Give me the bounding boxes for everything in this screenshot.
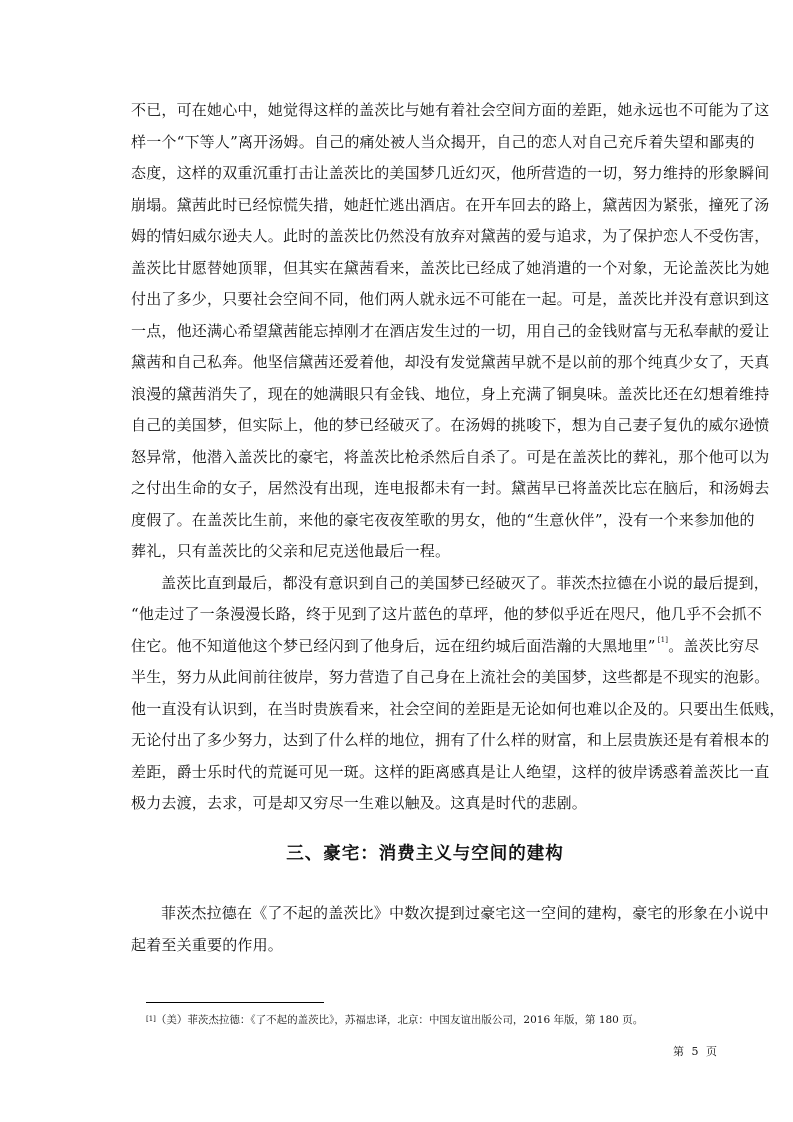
paragraph-1-line: 样一个“下等人”离开汤姆。自己的痛处被人当众揭开，自己的恋人对自己充斥着失望和鄙夷的 [131, 132, 755, 151]
footnote-divider [146, 1002, 324, 1003]
quoted-text: 住它。他不知道他这个梦已经闪到了他身后，远在纽约城后面浩瀚的大黑地里” [131, 636, 656, 655]
paragraph-1-line: 不已，可在她心中，她觉得这样的盖茨比与她有着社会空间方面的差距，她永远也不可能为了这 [131, 101, 770, 119]
body-text-section-3 [131, 898, 770, 961]
paragraph-3-line: 起着至关重要的作用。 [131, 935, 284, 954]
paragraph-2-line: 极力去渡，去求，可是却又穷尽一生难以触及。这真是时代的悲剧。 [131, 794, 588, 812]
paragraph-1-line: 姆的情妇威尔逊夫人。此时的盖茨比仍然没有放弃对黛茜的爱与追求，为了保护恋人不受伤害， [131, 227, 770, 245]
paragraph-1-line: 一点，他还满心希望黛茜能忘掉刚才在酒店发生过的一切，用自己的金钱财富与无私奉献的爱让 [131, 321, 770, 340]
footnote-mark: [1] [146, 1015, 156, 1023]
paragraph-1-line: 自己的美国梦，但实际上，他的梦已经破灭了。在汤姆的挑唆下，想为自己妻子复仇的威尔逊愤 [131, 416, 770, 434]
paragraph-2-line: 盖茨比直到最后，都没有意识到自己的美国梦已经破灭了。菲茨杰拉德在小说的最后提到， [161, 573, 770, 592]
footnote-text: （美）菲茨杰拉德：《了不起的盖茨比》，苏福忠译，北京：中国友谊出版公司，2016 年版，第 180 页。 [155, 1014, 644, 1026]
paragraph-2-line-with-citation [131, 631, 760, 663]
section-heading: 三、豪宅：消费主义与空间的建构 [286, 844, 564, 864]
paragraph-1-line: 怒异常，他潜入盖茨比的豪宅，将盖茨比枪杀然后自杀了。可是在盖茨比的葬礼，那个他可以为 [131, 447, 770, 466]
paragraph-2-line: 无论付出了多少努力，达到了什么样的地位，拥有了什么样的财富，和上层贵族还是有着根本的 [131, 731, 770, 749]
paragraph-1-line: 黛茜和自己私奔。他坚信黛茜还爱着他，却没有发觉黛茜早就不是以前的那个纯真少女了，天真 [131, 353, 770, 371]
paragraph-1-line: 崩塌。黛茜此时已经惊慌失措，她赶忙逃出酒店。在开车回去的路上，黛茜因为紧张，撞死了汤 [131, 195, 770, 214]
page-number: 第 5 页 [673, 1045, 719, 1058]
paragraph-2-line: “他走过了一条漫漫长路，终于见到了这片蓝色的草坪，他的梦似乎近在咫尺，他几乎不会抓不 [131, 605, 763, 623]
citation-mark[interactable]: [1] [657, 635, 669, 644]
paragraph-3-line: 菲茨杰拉德在《了不起的盖茨比》中数次提到过豪宅这一空间的建构，豪宅的形象在小说中 [161, 904, 770, 922]
paragraph-1-line: 度假了。在盖茨比生前，来他的豪宅夜夜笙歌的男女，他的“生意伙伴”，没有一个来参加他的 [131, 510, 755, 529]
paragraph-2-line: 半生，努力从此间前往彼岸，努力营造了自己身在上流社会的美国梦，这些都是不现实的泡影。 [131, 668, 770, 686]
paragraph-1-line: 之付出生命的女子，居然没有出现，连电报都未有一封。黛茜早已将盖茨比忘在脑后，和汤姆去 [131, 479, 770, 497]
body-text [131, 95, 785, 820]
paragraph-1-line: 盖茨比甘愿替她顶罪，但其实在黛茜看来，盖茨比已经成了她消遣的一个对象，无论盖茨比为她 [131, 258, 770, 277]
paragraph-1-line: 浪漫的黛茜消失了，现在的她满眼只有金钱、地位，身上充满了铜臭味。盖茨比还在幻想着维持 [131, 384, 770, 403]
footnote [146, 1013, 726, 1027]
paragraph-1-line: 付出了多少，只要社会空间不同，他们两人就永远不可能在一起。可是，盖茨比并没有意识到这 [131, 290, 770, 308]
paragraph-2-line: 差距，爵士乐时代的荒诞可见一斑。这样的距离感真是让人绝望，这样的彼岸诱惑着盖茨比一直 [131, 762, 770, 781]
citation-tail: 。盖茨比穷尽 [668, 636, 760, 655]
paragraph-1-line: 葬礼，只有盖茨比的父亲和尼克送他最后一程。 [131, 542, 451, 560]
paragraph-2-line: 他一直没有认识到，在当时贵族看来，社会空间的差距是无论如何也难以企及的。只要出生低贱， [131, 699, 785, 718]
paragraph-1-line: 态度，这样的双重沉重打击让盖茨比的美国梦几近幻灭，他所营造的一切，努力维持的形象瞬间 [131, 164, 770, 182]
